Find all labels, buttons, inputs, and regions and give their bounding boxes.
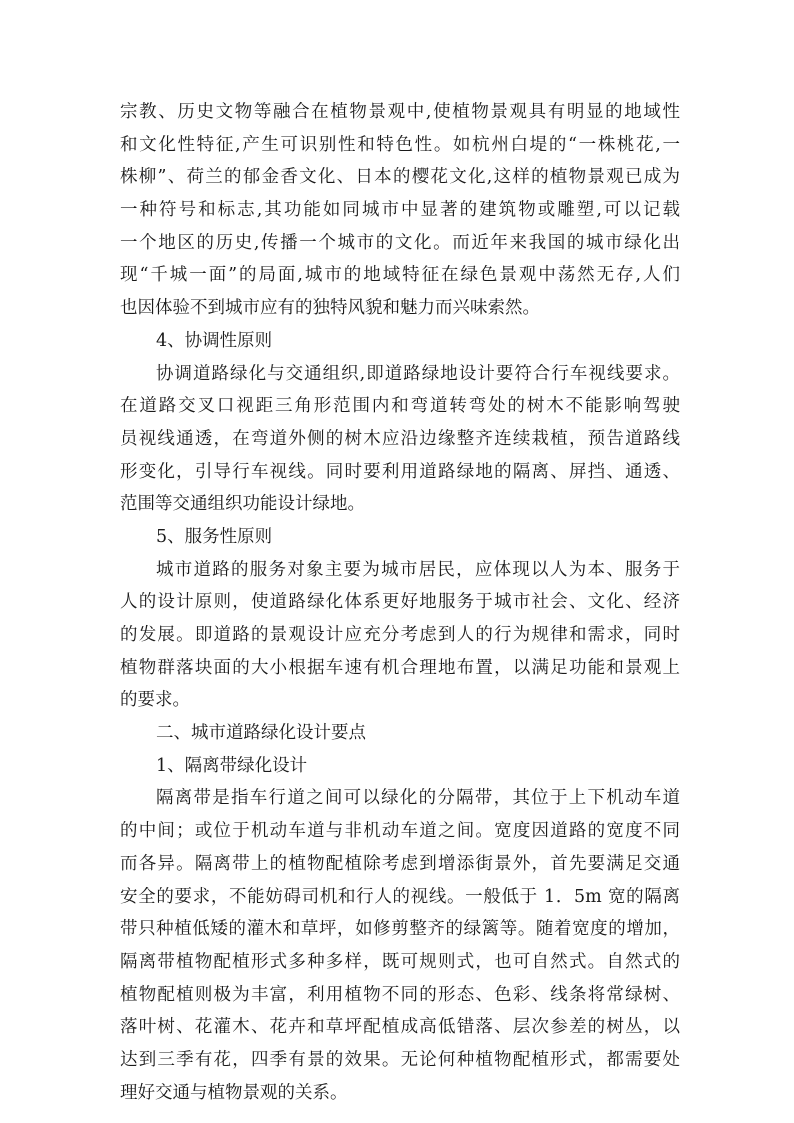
paragraph-line: 的中间；或位于机动车道与非机动车道之间。宽度因道路的宽度不同 [120, 821, 680, 842]
section-heading: 4、协调性原则 [156, 330, 273, 351]
paragraph-line: 落叶树、花灌木、花卉和草坪配植成高低错落、层次参差的树丛，以 [120, 1017, 680, 1038]
paragraph-line: 带只种植低矮的灌木和草坪，如修剪整齐的绿篱等。随着宽度的增加， [120, 919, 680, 940]
paragraph-line: 一个地区的历史,传播一个城市的文化。而近年来我国的城市绿化出 [120, 232, 680, 253]
paragraph-line: 安全的要求，不能妨碍司机和行人的视线。一般低于 1．5m 宽的隔离 [120, 886, 680, 907]
paragraph-line: 而各异。隔离带上的植物配植除考虑到增添街景外，首先要满足交通 [120, 853, 680, 874]
paragraph-line: 的要求。 [120, 690, 190, 711]
paragraph-line: 达到三季有花，四季有景的效果。无论何种植物配植形式，都需要处 [120, 1049, 680, 1070]
paragraph-line: 隔离带植物配植形式多种多样，既可规则式，也可自然式。自然式的 [120, 951, 680, 972]
paragraph-line: 宗教、历史文物等融合在植物景观中,使植物景观具有明显的地域性 [120, 102, 680, 122]
paragraph-line: 隔离带是指车行道之间可以绿化的分隔带，其位于上下机动车道 [156, 788, 680, 809]
paragraph-line: 的发展。即道路的景观设计应充分考虑到人的行为规律和需求，同时 [120, 625, 680, 645]
section-heading: 二、城市道路绿化设计要点 [156, 723, 366, 744]
paragraph-line: 范围等交通组织功能设计绿地。 [120, 494, 365, 515]
paragraph-line: 形变化，引导行车视线。同时要利用道路绿地的隔离、屏挡、通透、 [120, 461, 680, 482]
subsection-heading: 1、隔离带绿化设计 [156, 755, 308, 776]
paragraph-line: 植物配植则极为丰富，利用植物不同的形态、色彩、线条将常绿树、 [120, 984, 680, 1005]
paragraph-line: 一种符号和标志,其功能如同城市中显著的建筑物或雕塑,可以记载 [120, 200, 680, 221]
paragraph-line: 和文化性特征,产生可识别性和特色性。如杭州白堤的“一株桃花,一 [120, 134, 680, 155]
document-page [120, 96, 680, 1109]
paragraph-line: 员视线通透，在弯道外侧的树木应沿边缘整齐连续栽植，预告道路线 [120, 428, 680, 449]
paragraph-line: 城市道路的服务对象主要为城市居民，应体现以人为本、服务于 [156, 559, 680, 580]
section-heading: 5、服务性原则 [156, 526, 273, 547]
paragraph-line: 也因体验不到城市应有的独特风貌和魅力而兴味索然。 [120, 298, 540, 319]
paragraph-line: 协调道路绿化与交通组织,即道路绿地设计要符合行车视线要求。 [156, 363, 680, 384]
paragraph-line: 理好交通与植物景观的关系。 [120, 1082, 348, 1103]
paragraph-line: 植物群落块面的大小根据车速有机合理地布置，以满足功能和景观上 [120, 657, 680, 678]
paragraph-line: 在道路交叉口视距三角形范围内和弯道转弯处的树木不能影响驾驶 [120, 396, 680, 417]
paragraph-line: 现“千城一面”的局面,城市的地域特征在绿色景观中荡然无存,人们 [120, 265, 680, 286]
paragraph-line: 株柳”、荷兰的郁金香文化、日本的樱花文化,这样的植物景观已成为 [120, 167, 680, 188]
paragraph-line: 人的设计原则，使道路绿化体系更好地服务于城市社会、文化、经济 [120, 592, 680, 613]
